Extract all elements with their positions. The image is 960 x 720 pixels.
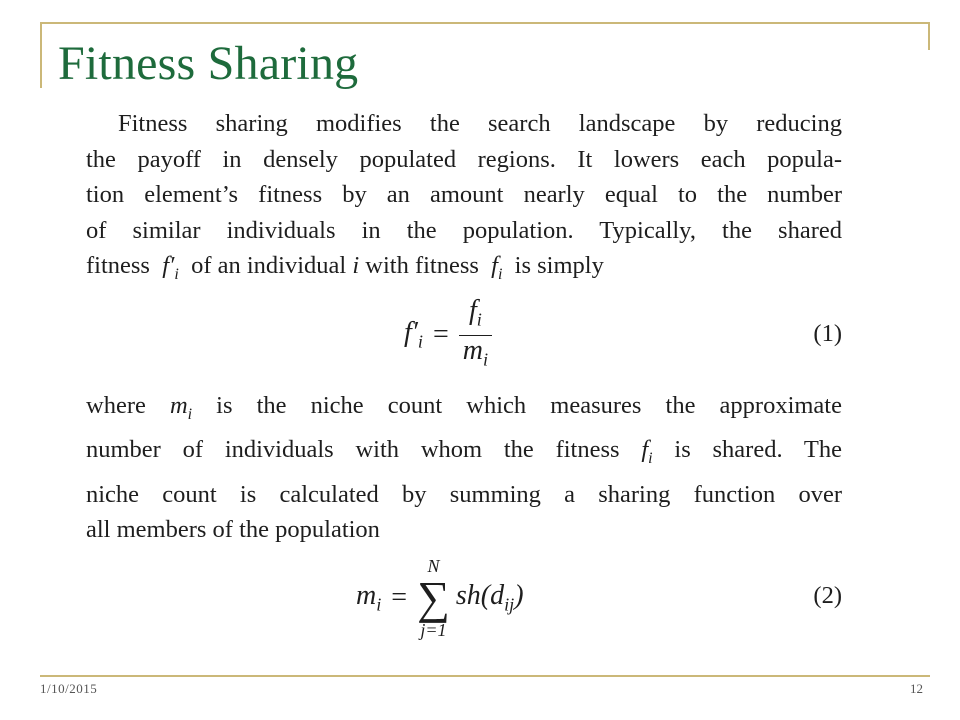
math-f-prime-i: $f'_i$ [162, 252, 179, 283]
eq1-equals: = [432, 319, 449, 350]
math-i: i [352, 252, 360, 279]
math-f-i: $f_i$ [491, 252, 503, 283]
text-is-simply: is simply [514, 252, 604, 279]
text-of-an-individual: of an individual [191, 252, 347, 279]
eq2-summation [417, 557, 450, 639]
paragraph-1-line-4: of similar individuals in the population. Typically, the shared [86, 216, 842, 244]
paragraph-2-line-2: number of individuals with whom the fitness $f_i$ is shared. The [86, 436, 843, 468]
paragraph-2-line-3: niche count is calculated by summing a sharing function over [86, 480, 842, 508]
slide-body [86, 106, 842, 292]
footer-rule [40, 675, 930, 677]
paragraph-2-line-4: all members of the population [86, 516, 380, 544]
eq2-lhs: $m_i$ [356, 580, 382, 615]
paragraph-2-line-1: where $m_i$ is the niche count which measures the approximate [86, 392, 842, 423]
text-with-fitness: with fitness [365, 252, 479, 279]
eq1-lhs: $f'_i$ [404, 317, 423, 352]
slide-frame-left-rule [40, 22, 42, 88]
paragraph-2 [86, 388, 842, 548]
eq2-sum-upper: N [427, 556, 440, 576]
slide-body-2 [86, 388, 842, 548]
slide-frame-top-rule [40, 22, 930, 24]
eq1-number: (1) [813, 320, 842, 347]
eq1-fraction [459, 296, 492, 374]
eq2-equals: = [391, 582, 408, 613]
footer-page-number: 12 [910, 681, 923, 696]
equation-1 [86, 294, 842, 372]
paragraph-1-line-1: Fitness sharing modifies the search landscape by reducing [118, 110, 842, 137]
paragraph-1-line-3: tion element’s fitness by an amount nearly equal to the number [86, 181, 842, 208]
eq2-sum-symbol: ∑ [417, 572, 450, 623]
eq2-sharing-function: $sh(d_{ij})$ [455, 580, 524, 615]
paragraph-1-line-5 [86, 248, 842, 292]
footer-date: 1/10/2015 [40, 681, 98, 696]
paragraph-1 [86, 106, 842, 292]
text-fitness: fitness [86, 252, 150, 279]
slide-frame-right-rule [928, 22, 930, 50]
math-m-i: $m_i$ [169, 392, 193, 423]
eq1-denominator: $m_i$ [462, 334, 489, 370]
slide-title: Fitness Sharing [58, 37, 359, 90]
equation-2 [86, 548, 842, 648]
eq1-numerator: $f_i$ [459, 296, 492, 336]
eq2-sum-lower: j=1 [420, 620, 447, 640]
paragraph-1-line-2: the payoff in densely populated regions. It lowers each popula- [86, 145, 842, 173]
eq2-number: (2) [813, 582, 842, 609]
math-f-i-2: $f_i$ [641, 436, 653, 468]
